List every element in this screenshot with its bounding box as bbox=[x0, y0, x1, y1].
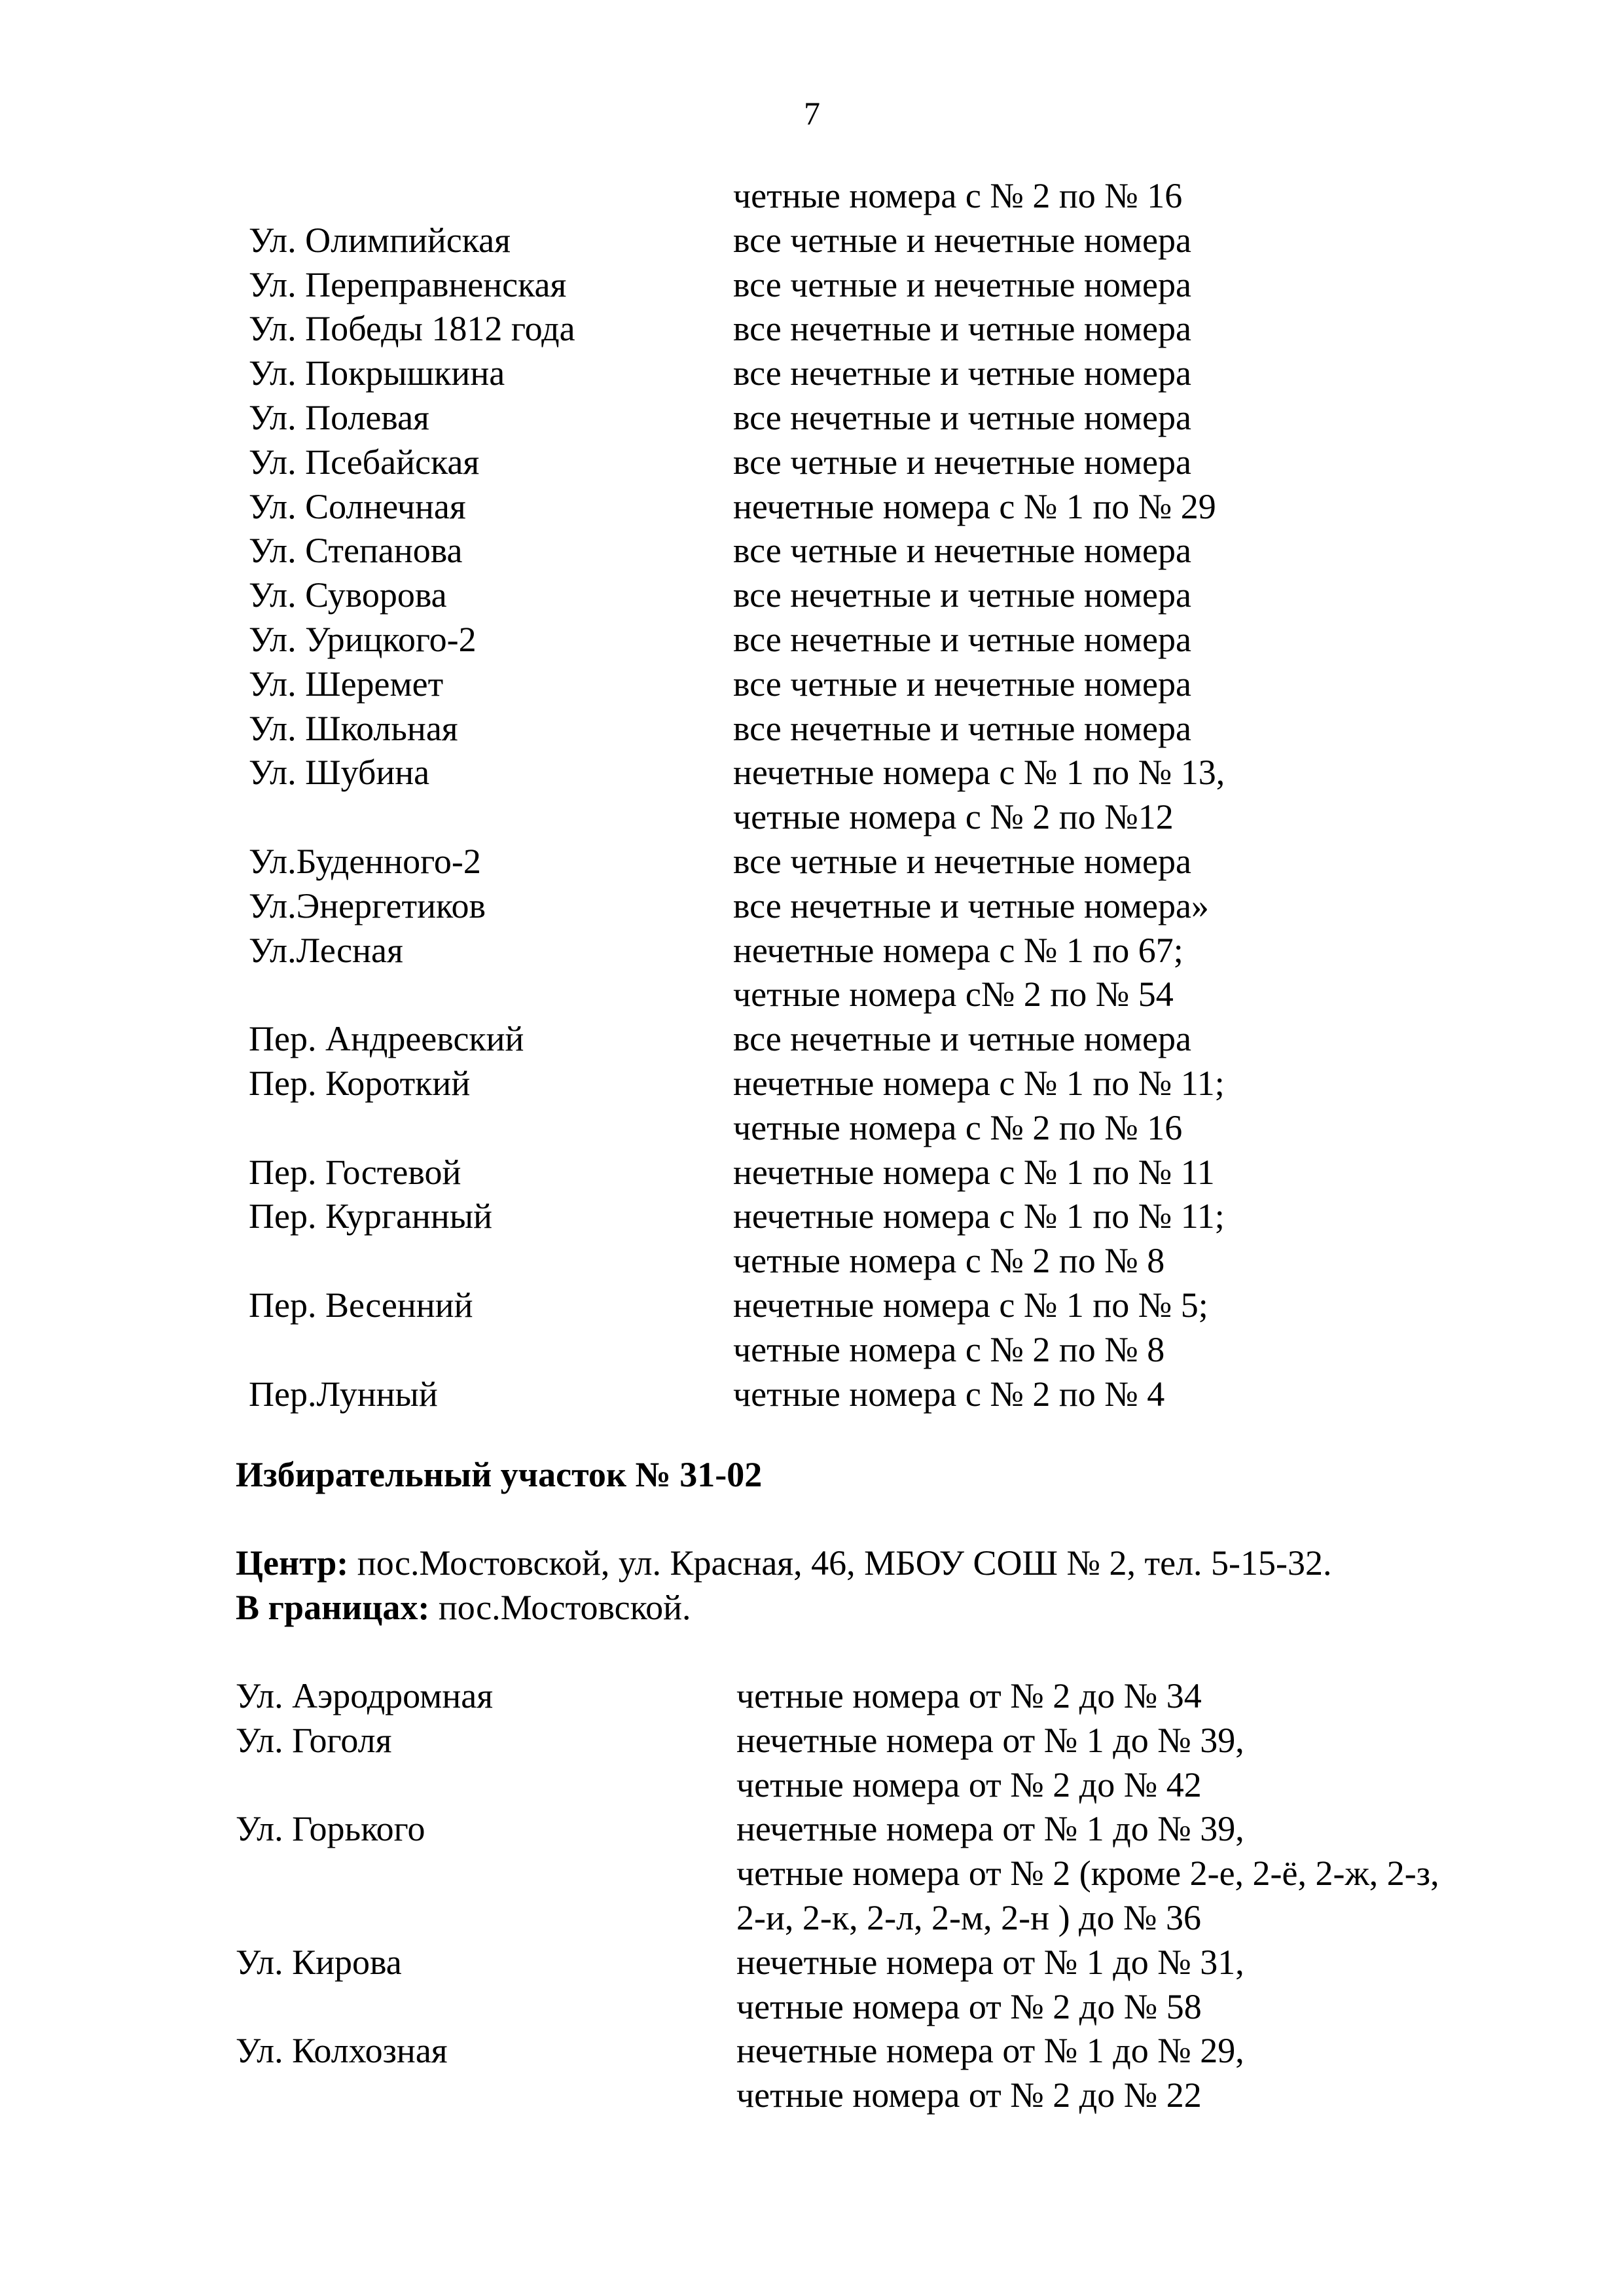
street-row bbox=[0, 1062, 1624, 1106]
street-row bbox=[0, 1719, 1624, 1763]
section1-street-list bbox=[0, 174, 1624, 1416]
house-numbers: нечетные номера с № 1 по № 11; bbox=[733, 1063, 1225, 1103]
street-row bbox=[0, 1807, 1624, 1852]
street-name: Пер. Весенний bbox=[249, 1285, 473, 1325]
house-numbers: четные номера с № 2 по № 8 bbox=[733, 1241, 1165, 1281]
street-row bbox=[0, 1239, 1624, 1283]
section2-street-list bbox=[0, 1674, 1624, 2118]
street-row bbox=[0, 1151, 1624, 1195]
street-name: Ул. Гоголя bbox=[236, 1720, 392, 1760]
street-row bbox=[0, 1283, 1624, 1328]
street-row bbox=[0, 573, 1624, 618]
house-numbers: четные номера от № 2 до № 58 bbox=[736, 1986, 1202, 2026]
house-numbers: 2-и, 2-к, 2-л, 2-м, 2-н ) до № 36 bbox=[736, 1897, 1202, 1937]
house-numbers: четные номера от № 2 до № 22 bbox=[736, 2075, 1202, 2115]
street-row bbox=[0, 929, 1624, 973]
house-numbers: все нечетные и четные номера bbox=[733, 575, 1191, 615]
street-row bbox=[0, 174, 1624, 219]
street-row bbox=[0, 973, 1624, 1017]
street-row bbox=[0, 1194, 1624, 1239]
house-numbers: четные номера от № 2 (кроме 2-е, 2-ё, 2-ж, 2-з, bbox=[736, 1854, 1439, 1893]
center-text: пос.Мостовской, ул. Красная, 46, МБОУ СОШ № 2, тел. 5-15-32. bbox=[348, 1543, 1332, 1583]
street-name: Ул. Урицкого-2 bbox=[249, 619, 477, 659]
house-numbers: все нечетные и четные номера bbox=[733, 353, 1191, 393]
house-numbers: нечетные номера от № 1 до № 39, bbox=[736, 1720, 1244, 1760]
street-row bbox=[0, 1017, 1624, 1062]
house-numbers: все нечетные и четные номера» bbox=[733, 886, 1209, 925]
street-row bbox=[0, 1941, 1624, 1985]
house-numbers: все четные и нечетные номера bbox=[733, 841, 1191, 881]
street-row bbox=[0, 1674, 1624, 1719]
house-numbers: все четные и нечетные номера bbox=[733, 220, 1191, 260]
street-name: Ул. Шубина bbox=[249, 753, 430, 793]
street-name: Ул. Переправненская bbox=[249, 264, 567, 304]
street-name: Ул. Победы 1812 года bbox=[249, 309, 575, 349]
street-name: Ул. Горького bbox=[236, 1809, 425, 1849]
street-name: Ул. Суворова bbox=[249, 575, 447, 615]
street-row bbox=[0, 1985, 1624, 2030]
street-row bbox=[0, 751, 1624, 795]
house-numbers: четные номера с № 2 по № 16 bbox=[733, 1107, 1183, 1147]
street-row bbox=[0, 440, 1624, 485]
street-row bbox=[0, 263, 1624, 308]
street-row bbox=[0, 219, 1624, 263]
street-name: Ул. Покрышкина bbox=[249, 353, 505, 393]
street-row bbox=[0, 884, 1624, 929]
street-name: Ул. Колхозная bbox=[236, 2031, 448, 2071]
precinct-bounds-line bbox=[236, 1585, 691, 1630]
street-row bbox=[0, 840, 1624, 884]
street-name: Ул. Олимпийская bbox=[249, 220, 511, 260]
house-numbers: нечетные номера с № 1 по № 29 bbox=[733, 486, 1216, 526]
street-name: Ул. Кирова bbox=[236, 1942, 402, 1982]
street-name: Пер. Андреевский bbox=[249, 1019, 524, 1059]
street-name: Пер. Курганный bbox=[249, 1196, 493, 1236]
street-name: Ул.Лесная bbox=[249, 930, 403, 970]
house-numbers: нечетные номера от № 1 до № 29, bbox=[736, 2031, 1244, 2071]
house-numbers: нечетные номера с № 1 по № 11; bbox=[733, 1196, 1225, 1236]
precinct-center-line bbox=[236, 1541, 1332, 1585]
street-name: Ул. Школьная bbox=[249, 708, 458, 748]
house-numbers: нечетные номера с № 1 по 67; bbox=[733, 930, 1183, 970]
street-name: Ул.Буденного-2 bbox=[249, 841, 481, 881]
house-numbers: нечетные номера от № 1 до № 39, bbox=[736, 1809, 1244, 1849]
street-row bbox=[0, 1896, 1624, 1941]
street-row bbox=[0, 529, 1624, 573]
house-numbers: нечетные номера с № 1 по № 5; bbox=[733, 1285, 1208, 1325]
street-name: Ул. Аэродромная bbox=[236, 1676, 494, 1715]
house-numbers: четные номера с № 2 по №12 bbox=[733, 797, 1174, 837]
street-row bbox=[0, 1106, 1624, 1151]
street-row bbox=[0, 2029, 1624, 2073]
street-row bbox=[0, 485, 1624, 529]
street-row bbox=[0, 1328, 1624, 1372]
street-row bbox=[0, 1372, 1624, 1417]
street-row bbox=[0, 1852, 1624, 1896]
house-numbers: четные номера с № 2 по № 8 bbox=[733, 1329, 1165, 1369]
house-numbers: все нечетные и четные номера bbox=[733, 708, 1191, 748]
street-row bbox=[0, 396, 1624, 440]
house-numbers: нечетные номера с № 1 по № 11 bbox=[733, 1152, 1215, 1192]
street-row bbox=[0, 2073, 1624, 2118]
street-name: Пер. Гостевой bbox=[249, 1152, 461, 1192]
street-row bbox=[0, 307, 1624, 351]
street-name: Ул. Полевая bbox=[249, 397, 429, 437]
bounds-label: В границах: bbox=[236, 1588, 430, 1627]
street-name: Ул. Псебайская bbox=[249, 442, 480, 482]
page-number: 7 bbox=[804, 95, 820, 132]
house-numbers: нечетные номера с № 1 по № 13, bbox=[733, 753, 1225, 793]
street-row bbox=[0, 795, 1624, 840]
bounds-text: пос.Мостовской. bbox=[429, 1588, 691, 1627]
precinct-heading: Избирательный участок № 31-02 bbox=[236, 1455, 763, 1494]
house-numbers: нечетные номера от № 1 до № 31, bbox=[736, 1942, 1244, 1982]
house-numbers: четные номера от № 2 до № 42 bbox=[736, 1765, 1202, 1804]
house-numbers: все нечетные и четные номера bbox=[733, 1019, 1191, 1059]
house-numbers: все четные и нечетные номера bbox=[733, 664, 1191, 704]
street-row bbox=[0, 1763, 1624, 1808]
street-name: Ул. Солнечная bbox=[249, 486, 466, 526]
house-numbers: все нечетные и четные номера bbox=[733, 309, 1191, 349]
house-numbers: все четные и нечетные номера bbox=[733, 264, 1191, 304]
house-numbers: все нечетные и четные номера bbox=[733, 397, 1191, 437]
street-name: Пер. Короткий bbox=[249, 1063, 471, 1103]
house-numbers: все нечетные и четные номера bbox=[733, 619, 1191, 659]
street-name: Ул. Шеремет bbox=[249, 664, 444, 704]
house-numbers: четные номера с№ 2 по № 54 bbox=[733, 975, 1174, 1014]
street-name: Ул.Энергетиков bbox=[249, 886, 486, 925]
street-row bbox=[0, 707, 1624, 751]
house-numbers: четные номера с № 2 по № 4 bbox=[733, 1374, 1165, 1414]
street-row bbox=[0, 351, 1624, 396]
center-label: Центр: bbox=[236, 1543, 349, 1583]
street-row bbox=[0, 618, 1624, 662]
house-numbers: все четные и нечетные номера bbox=[733, 442, 1191, 482]
street-name: Пер.Лунный bbox=[249, 1374, 438, 1414]
street-row bbox=[0, 662, 1624, 707]
house-numbers: четные номера от № 2 до № 34 bbox=[736, 1676, 1202, 1715]
street-name: Ул. Степанова bbox=[249, 531, 463, 571]
house-numbers: все четные и нечетные номера bbox=[733, 531, 1191, 571]
house-numbers: четные номера с № 2 по № 16 bbox=[733, 176, 1183, 215]
